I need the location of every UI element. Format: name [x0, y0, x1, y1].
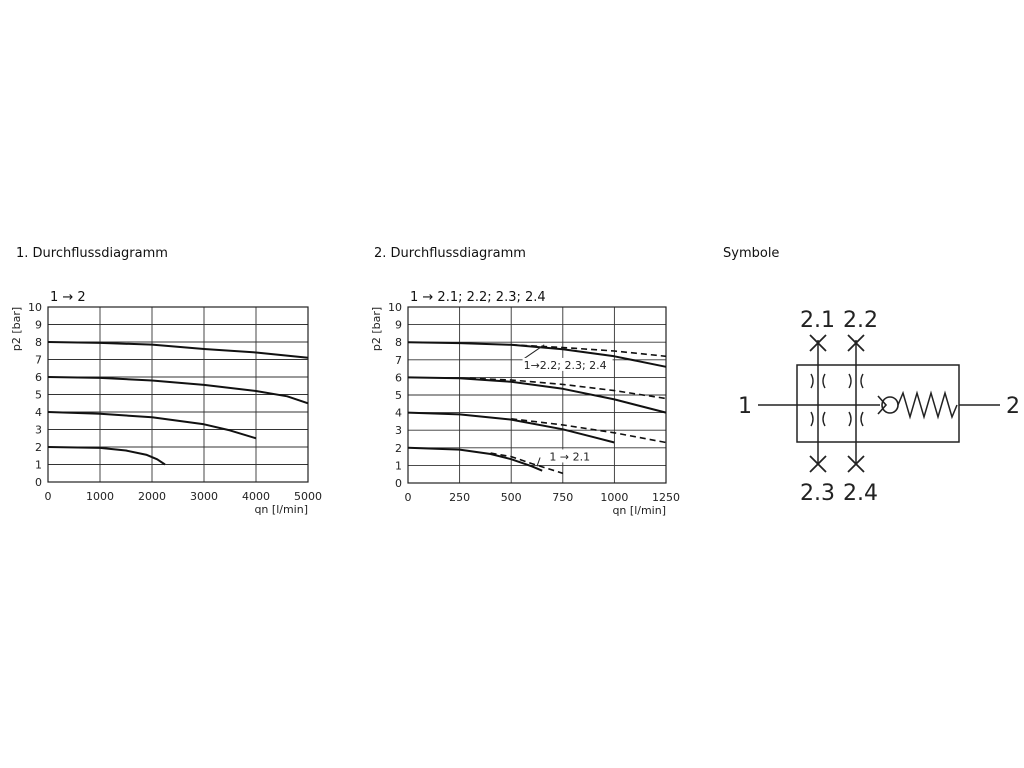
c1-chart-title: 1 → 2	[50, 290, 86, 305]
c1-y-tick-label-1: 1	[35, 458, 42, 472]
c2-y-axis-label: p2 [bar]	[370, 306, 383, 352]
c2-y-tick-label-5: 5	[395, 389, 402, 402]
c2-x-tick-label-2: 500	[500, 491, 522, 504]
check-valve-ball-icon	[882, 397, 898, 413]
port-label-2-1: 2.1	[800, 308, 835, 333]
c2-annotation-label-1: 1→2.2; 2.3; 2.4	[523, 358, 607, 372]
c1-x-tick-label-3: 3000	[190, 490, 218, 503]
c1-y-axis-label: p2 [bar]	[10, 306, 23, 352]
c1-y-tick-label-5: 5	[35, 388, 42, 402]
c1-x-tick-label-2: 2000	[138, 490, 166, 503]
c1-x-tick-label-4: 4000	[242, 490, 270, 503]
c1-y-tick-label-0: 0	[35, 476, 42, 489]
c2-y-tick-label-8: 8	[395, 336, 402, 350]
c2-x-axis-label: qn [l/min]	[612, 504, 666, 517]
port-label-2: 2	[1006, 394, 1020, 419]
c1-y-tick-label-10: 10	[28, 301, 42, 314]
c2-y-tick-label-10: 10	[388, 301, 402, 314]
symbols-heading: Symbole	[723, 246, 780, 261]
c2-x-tick-label-5: 1250	[652, 491, 680, 504]
c1-x-tick-label-0: 0	[44, 490, 52, 503]
c1-y-tick-label-2: 2	[35, 441, 42, 454]
c1-x-tick-label-5: 5000	[294, 490, 322, 503]
port-label-2-2: 2.2	[843, 308, 878, 333]
chart2-heading: 2. Durchflussdiagramm	[374, 246, 526, 261]
chart1-heading: 1. Durchflussdiagramm	[16, 246, 168, 261]
c1-x-tick-label-1: 1000	[86, 490, 114, 503]
c1-y-tick-label-4: 4	[35, 406, 42, 419]
c2-y-tick-label-4: 4	[395, 406, 402, 420]
c2-y-tick-label-6: 6	[395, 371, 402, 385]
c2-x-tick-label-3: 750	[552, 491, 574, 504]
c2-x-tick-label-0: 0	[404, 491, 412, 504]
c1-y-tick-label-3: 3	[35, 423, 42, 437]
c1-y-tick-label-7: 7	[35, 353, 42, 367]
c2-y-tick-label-7: 7	[395, 353, 402, 367]
c1-y-tick-label-8: 8	[35, 336, 42, 349]
c2-y-tick-label-0: 0	[395, 477, 402, 490]
c1-x-axis-label: qn [l/min]	[254, 503, 308, 516]
port-label-2-4: 2.4	[843, 481, 878, 506]
port-label-1: 1	[738, 394, 752, 419]
c1-y-tick-label-6: 6	[35, 371, 42, 384]
c2-y-tick-label-9: 9	[395, 318, 402, 332]
c2-annotation-label-2: 1 → 2.1	[549, 450, 591, 464]
c1-y-tick-label-9: 9	[35, 318, 42, 332]
spring-icon	[898, 393, 957, 417]
c2-x-tick-label-4: 1000	[600, 491, 629, 504]
c2-y-tick-label-3: 3	[395, 424, 402, 438]
port-label-2-3: 2.3	[800, 481, 835, 506]
c2-y-tick-label-1: 1	[395, 459, 402, 473]
c2-chart-title: 1 → 2.1; 2.2; 2.3; 2.4	[410, 290, 546, 305]
c2-y-tick-label-2: 2	[395, 441, 402, 455]
c2-x-tick-label-1: 250	[449, 491, 471, 504]
restrictor-icons	[811, 374, 863, 426]
